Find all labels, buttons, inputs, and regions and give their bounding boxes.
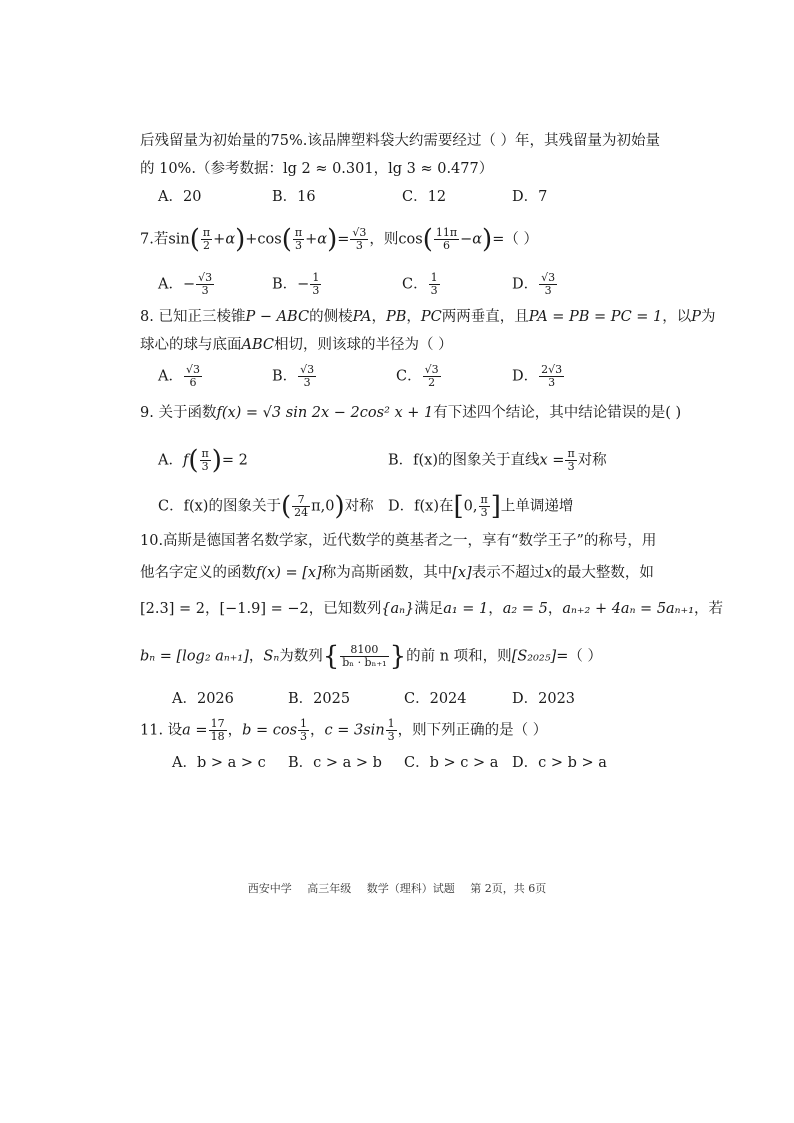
footer-school: 西安中学 (247, 882, 292, 895)
q10-line3: [2.3] = 2，[−1.9] = −2，已知数列{aₙ}满足a₁ = 1，a₂ = 5，aₙ₊₂ + 4aₙ = 5aₙ₊₁，若 (140, 601, 724, 617)
q11-option-a[interactable]: A．b > a > c (172, 755, 266, 771)
q7-option-b[interactable]: B．− $\frac{1}{3}$ (272, 271, 320, 297)
q7-option-d[interactable]: D． $\frac{√3}{3}$ (512, 271, 556, 297)
q7-frac-sqrt3-3: $\frac{√3}{3}$ (352, 226, 367, 252)
q9-option-a[interactable]: A．f( $\frac{\pi}{3}$ )= 2 (158, 445, 248, 476)
q10-option-b[interactable]: B．2025 (288, 691, 351, 707)
q7-frac-11pi-6: $\frac{11\pi}{6}$ (435, 226, 458, 252)
q9-option-b[interactable]: B．f(x)的图象关于直线x = $\frac{\pi}{3}$ 对称 (388, 447, 607, 473)
q9-stem: 9. 关于函数f(x) = √3 sin 2x − 2cos² x + 1有下述四个结论，其中结论错误的是( ) (140, 405, 682, 421)
q9-option-c[interactable]: C．f(x)的图象关于( $\frac{7}{24}$ π,0)对称 (158, 491, 374, 522)
q7-option-c[interactable]: C． $\frac{1}{3}$ (402, 271, 438, 297)
q9-option-d[interactable]: D．f(x)在[0, $\frac{\pi}{3}$ ]上单调递增 (388, 491, 574, 522)
q8-option-d[interactable]: D． $\frac{2√3}{3}$ (512, 363, 563, 389)
q10-option-c[interactable]: C．2024 (404, 691, 467, 707)
footer-subject: 数学（理科）试题 (366, 882, 455, 895)
q7-stem: 7.若sin( $\frac{\pi}{2}$ +α)+cos( $\frac{\pi}{3}$ +α)= $\frac{√3}{3}$ ，则cos( $\frac{11\pi}{6}$ −α)=（ ） (140, 224, 538, 255)
q8-option-c[interactable]: C． $\frac{√3}{2}$ (396, 363, 439, 389)
q6-option-d[interactable]: D．7 (512, 189, 548, 205)
q11-option-c[interactable]: C．b > c > a (404, 755, 499, 771)
q6-option-c[interactable]: C．12 (402, 189, 447, 205)
q6-option-a[interactable]: A．20 (158, 189, 202, 205)
q7-option-a[interactable]: A．− $\frac{√3}{3}$ (158, 271, 213, 297)
footer-grade: 高三年级 (307, 882, 352, 895)
q6-line1: 后残留量为初始量的75%.该品牌塑料袋大约需要经过（ ）年，其残留量为初始量 (140, 133, 660, 149)
q10-option-d[interactable]: D．2023 (512, 691, 576, 707)
q7-frac-pi-2: $\frac{\pi}{2}$ (202, 226, 211, 252)
q8-option-a[interactable]: A． $\frac{√3}{6}$ (158, 363, 200, 389)
page-footer (0, 880, 794, 896)
q7-frac-pi-3: $\frac{\pi}{3}$ (294, 226, 303, 252)
q6-option-b[interactable]: B．16 (272, 189, 316, 205)
q10-option-a[interactable]: A．2026 (172, 691, 234, 707)
q11-option-d[interactable]: D．c > b > a (512, 755, 607, 771)
q8-line2: 球心的球与底面ABC相切，则该球的半径为（ ） (140, 337, 453, 353)
q10-line2: 他名字定义的函数f(x) = [x]称为高斯函数，其中[x]表示不超过x的最大整数，如 (140, 565, 654, 581)
q8-option-b[interactable]: B． $\frac{√3}{3}$ (272, 363, 315, 389)
q8-line1: 8. 已知正三棱锥P − ABC的侧棱PA，PB，PC两两垂直，且PA = PB = PC = 1，以P为 (140, 309, 716, 325)
lg2-ref: lg 2 ≈ 0.301 (282, 161, 374, 177)
q11-stem: 11. 设a = $\frac{17}{18}$ ，b = cos $\frac{1}{3}$ ，c = 3sin $\frac{1}{3}$ ，则下列正确的是（ ） (140, 717, 548, 743)
footer-page: 第 2页，共 6页 (470, 882, 547, 895)
q11-option-b[interactable]: B．c > a > b (288, 755, 382, 771)
q10-line4: bₙ = [log₂ aₙ₊₁]，Sₙ为数列{ $\frac{8100}{\text{bₙ · bₙ₊₁}}$ }的前 n 项和，则[S₂₀₂₅]=（ ） (140, 641, 602, 672)
q10-line1: 10.高斯是德国著名数学家，近代数学的奠基者之一，享有“数学王子”的称号，用 (140, 533, 657, 549)
lg3-ref: lg 3 ≈ 0.477 (388, 161, 479, 177)
q10-frac-8100: $\frac{8100}{\text{bₙ · bₙ₊₁}}$ (342, 643, 387, 669)
q6-line2: 的 10%.（参考数据：lg 2 ≈ 0.301，lg 3 ≈ 0.477） (140, 161, 494, 177)
